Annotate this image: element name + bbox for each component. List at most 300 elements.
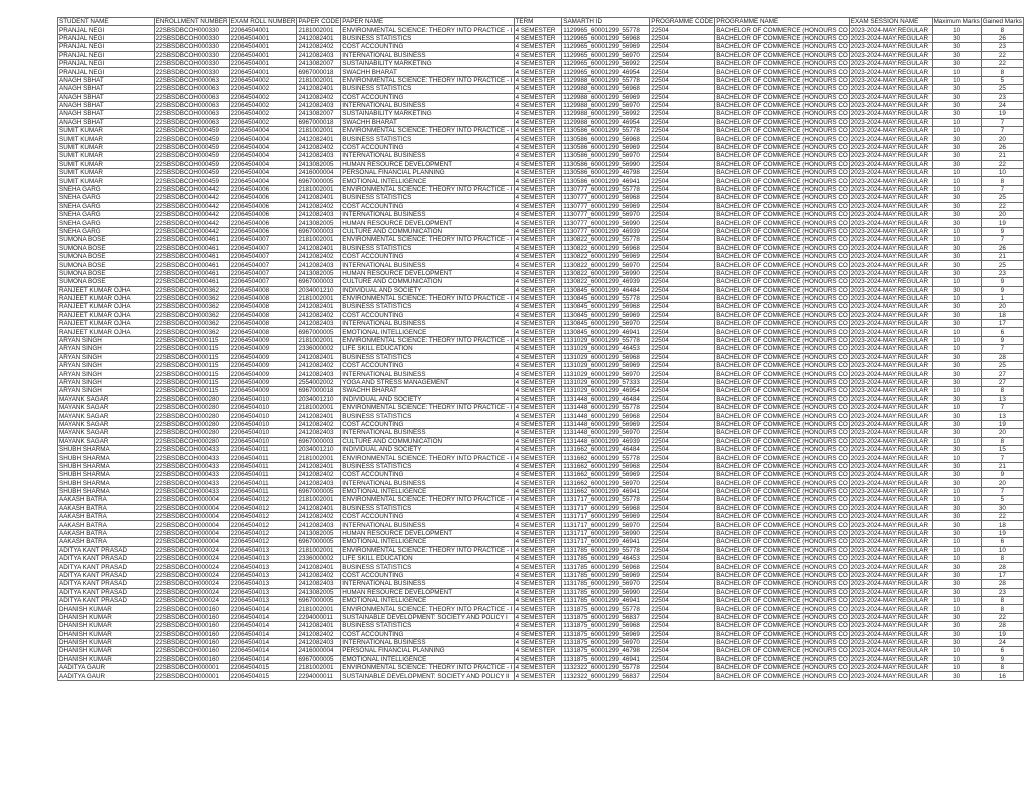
cell-maximum-marks: 10 <box>932 555 981 563</box>
cell-exam-session-name: 2023-2024-MAY:REGULAR <box>849 43 932 51</box>
cell-exam-session-name: 2023-2024-MAY:REGULAR <box>849 504 932 512</box>
cell-gained-marks: 22 <box>981 59 1023 67</box>
cell-maximum-marks: 30 <box>932 370 981 378</box>
cell-samarth-id: 1131029_60001299_55778 <box>562 336 650 344</box>
cell-term: 4 SEMESTER <box>514 437 562 445</box>
cell-exam-roll-number: 22064504004 <box>229 177 297 185</box>
cell-programme-name: BACHELOR OF COMMERCE (HONOURS CO <box>716 337 848 345</box>
cell-term: 4 SEMESTER <box>514 647 562 655</box>
cell-maximum-marks: 30 <box>932 571 981 579</box>
cell-term: 4 SEMESTER <box>514 622 562 630</box>
cell-exam-session-name: 2023-2024-MAY:REGULAR <box>849 622 932 630</box>
cell-student-name: SHUBH SHARMA <box>58 454 155 462</box>
cell-enrollment-number: 22SBSDBCOH000063 <box>154 118 229 126</box>
cell-programme-code: 22504 <box>650 462 715 470</box>
cell-enrollment-number: 22SBSDBCOH000115 <box>154 345 229 353</box>
cell-exam-roll-number: 22064504010 <box>229 429 297 437</box>
cell-student-name: SUMIT KUMAR <box>58 127 155 135</box>
cell-paper-code: 2412082402 <box>297 202 341 210</box>
cell-paper-name: BUSINESS STATISTICS <box>341 85 514 93</box>
cell-exam-roll-number: 22064504008 <box>229 320 297 328</box>
cell-gained-marks: 15 <box>981 445 1023 453</box>
cell-programme-name: BACHELOR OF COMMERCE (HONOURS CO <box>716 320 848 328</box>
cell-gained-marks: 21 <box>981 252 1023 260</box>
table-row <box>58 429 1024 437</box>
cell-gained-marks: 23 <box>981 588 1023 596</box>
cell-maximum-marks: 30 <box>932 378 981 386</box>
cell-exam-roll-number: 22064504001 <box>229 68 297 76</box>
cell-exam-roll-number: 22064504007 <box>229 236 297 244</box>
cell-exam-roll-number: 22064504014 <box>229 605 297 613</box>
cell-paper-name: BUSINESS STATISTICS <box>341 303 514 311</box>
cell-paper-code: 2181002001 <box>297 294 341 302</box>
cell-paper-code: 6967000003 <box>297 278 341 286</box>
cell-enrollment-number: 22SBSDBCOH000024 <box>154 580 229 588</box>
cell-exam-session-name: 2023-2024-MAY:REGULAR <box>849 454 932 462</box>
cell-samarth-id: 1130586_60001299_56990 <box>562 160 650 168</box>
cell-enrollment-number: 22SBSDBCOH000459 <box>154 160 229 168</box>
cell-enrollment-number: 22SBSDBCOH000433 <box>154 454 229 462</box>
cell-paper-code: 2034001210 <box>297 286 341 294</box>
cell-programme-code: 22504 <box>650 34 715 42</box>
cell-exam-session-name: 2023-2024-MAY:REGULAR <box>849 210 932 218</box>
cell-exam-session-name: 2023-2024-MAY:REGULAR <box>849 420 932 428</box>
cell-samarth-id: 1131785_60001299_56990 <box>562 588 650 596</box>
cell-programme-name: BACHELOR OF COMMERCE (HONOURS CO <box>716 362 848 370</box>
cell-student-name: DHANISH KUMAR <box>58 638 155 646</box>
cell-programme-name: BACHELOR OF COMMERCE (HONOURS CO <box>716 51 848 59</box>
cell-enrollment-number: 22SBSDBCOH000362 <box>154 328 229 336</box>
cell-maximum-marks: 10 <box>932 227 981 235</box>
cell-maximum-marks: 30 <box>932 479 981 487</box>
cell-paper-name: HUMAN RESOURCE DEVELOPMENT <box>341 160 514 168</box>
cell-student-name: SUMIT KUMAR <box>58 160 155 168</box>
cell-term: 4 SEMESTER <box>514 252 562 260</box>
cell-student-name: ADITYA KANT PRASAD <box>58 580 155 588</box>
cell-programme-code: 22504 <box>650 152 715 160</box>
cell-gained-marks: 16 <box>981 672 1023 680</box>
cell-exam-session-name: 2023-2024-MAY:REGULAR <box>849 286 932 294</box>
marks-table <box>57 17 1024 681</box>
cell-maximum-marks: 30 <box>932 252 981 260</box>
cell-maximum-marks: 10 <box>932 387 981 395</box>
cell-paper-code: 6967000005 <box>297 655 341 663</box>
cell-programme-name: BACHELOR OF COMMERCE (HONOURS CO <box>716 177 848 185</box>
table-header-row <box>58 18 1024 26</box>
cell-programme-code: 22504 <box>650 261 715 269</box>
cell-exam-roll-number: 22064504014 <box>229 655 297 663</box>
cell-paper-name: ENVIRONMENTAL SCIENCE: THEORY INTO PRACTICE - I <box>342 605 513 613</box>
table-row <box>58 219 1024 227</box>
cell-paper-code: 2412082403 <box>297 320 341 328</box>
cell-exam-session-name: 2023-2024-MAY:REGULAR <box>849 563 932 571</box>
cell-exam-roll-number: 22064504011 <box>229 471 297 479</box>
cell-gained-marks: 7 <box>981 118 1023 126</box>
cell-programme-code: 22504 <box>650 336 715 344</box>
cell-samarth-id: 1131662_60001299_46484 <box>562 445 650 453</box>
column-header-student-name: STUDENT NAME <box>58 18 155 26</box>
cell-enrollment-number: 22SBSDBCOH000024 <box>154 571 229 579</box>
cell-enrollment-number: 22SBSDBCOH000280 <box>154 412 229 420</box>
cell-student-name: DHANISH KUMAR <box>58 655 155 663</box>
cell-gained-marks: 26 <box>981 143 1023 151</box>
cell-paper-name: EMOTIONAL INTELLIGENCE <box>341 538 514 546</box>
cell-paper-code: 2412082401 <box>297 194 341 202</box>
cell-gained-marks: 8 <box>981 605 1023 613</box>
cell-programme-name: BACHELOR OF COMMERCE (HONOURS CO <box>716 613 848 621</box>
cell-samarth-id: 1131662_60001299_56970 <box>562 479 650 487</box>
cell-paper-name: ENVIRONMENTAL SCIENCE: THEORY INTO PRACTICE - I <box>342 295 513 303</box>
cell-samarth-id: 1130845_60001299_55778 <box>562 294 650 302</box>
cell-paper-name: INTERNATIONAL BUSINESS <box>341 638 514 646</box>
cell-gained-marks: 30 <box>981 504 1023 512</box>
cell-paper-name: EMOTIONAL INTELLIGENCE <box>341 655 514 663</box>
cell-maximum-marks: 30 <box>932 429 981 437</box>
cell-gained-marks: 25 <box>981 362 1023 370</box>
cell-programme-name: BACHELOR OF COMMERCE (HONOURS CO <box>716 295 848 303</box>
cell-exam-session-name: 2023-2024-MAY:REGULAR <box>849 76 932 84</box>
cell-gained-marks: 24 <box>981 101 1023 109</box>
cell-samarth-id: 1129988_60001299_46954 <box>562 118 650 126</box>
cell-maximum-marks: 30 <box>932 93 981 101</box>
cell-student-name: ADITYA KANT PRASAD <box>58 555 155 563</box>
table-row <box>58 479 1024 487</box>
cell-enrollment-number: 22SBSDBCOH000280 <box>154 403 229 411</box>
cell-programme-code: 22504 <box>650 555 715 563</box>
cell-exam-roll-number: 22064504014 <box>229 613 297 621</box>
cell-programme-name: BACHELOR OF COMMERCE (HONOURS CO <box>716 597 848 605</box>
cell-maximum-marks: 30 <box>932 261 981 269</box>
table-row <box>58 563 1024 571</box>
cell-term: 4 SEMESTER <box>514 471 562 479</box>
cell-paper-code: 2412082403 <box>297 370 341 378</box>
table-row <box>58 244 1024 252</box>
cell-programme-name: BACHELOR OF COMMERCE (HONOURS CO <box>716 93 848 101</box>
table-row <box>58 546 1024 554</box>
cell-term: 4 SEMESTER <box>514 513 562 521</box>
cell-maximum-marks: 30 <box>932 110 981 118</box>
cell-exam-session-name: 2023-2024-MAY:REGULAR <box>849 85 932 93</box>
column-header-gained-marks: Gained Marks <box>982 18 1022 26</box>
cell-exam-session-name: 2023-2024-MAY:REGULAR <box>849 596 932 604</box>
cell-gained-marks: 27 <box>981 378 1023 386</box>
cell-term: 4 SEMESTER <box>514 479 562 487</box>
cell-paper-code: 2416000004 <box>297 647 341 655</box>
cell-enrollment-number: 22SBSDBCOH000459 <box>154 127 229 135</box>
cell-paper-code: 2412082402 <box>297 571 341 579</box>
table-row <box>58 580 1024 588</box>
cell-samarth-id: 1130777_60001299_56990 <box>562 219 650 227</box>
cell-student-name: SNEHA GARG <box>58 194 155 202</box>
cell-paper-name: SWACHH BHARAT <box>341 68 514 76</box>
table-row <box>58 269 1024 277</box>
cell-gained-marks: 5 <box>981 76 1023 84</box>
cell-paper-name: BUSINESS STATISTICS <box>341 194 514 202</box>
cell-programme-name: BACHELOR OF COMMERCE (HONOURS CO <box>716 429 848 437</box>
table-row <box>58 169 1024 177</box>
cell-samarth-id: 1131029_60001299_56969 <box>562 362 650 370</box>
cell-term: 4 SEMESTER <box>514 219 562 227</box>
cell-programme-name: BACHELOR OF COMMERCE (HONOURS CO <box>716 504 848 512</box>
cell-term: 4 SEMESTER <box>514 345 562 353</box>
cell-samarth-id: 1131029_60001299_56968 <box>562 353 650 361</box>
cell-student-name: RANJEET KUMAR OJHA <box>58 311 155 319</box>
cell-samarth-id: 1131875_60001299_56968 <box>562 622 650 630</box>
cell-programme-name: BACHELOR OF COMMERCE (HONOURS CO <box>716 404 848 412</box>
cell-programme-code: 22504 <box>650 672 715 680</box>
table-row <box>58 261 1024 269</box>
cell-paper-code: 2412082403 <box>297 479 341 487</box>
cell-paper-name: EMOTIONAL INTELLIGENCE <box>341 328 514 336</box>
cell-programme-code: 22504 <box>650 26 715 34</box>
cell-gained-marks: 17 <box>981 320 1023 328</box>
cell-paper-name: ENVIRONMENTAL SCIENCE: THEORY INTO PRACTICE - I <box>342 186 513 193</box>
cell-paper-name: INTERNATIONAL BUSINESS <box>341 370 514 378</box>
table-row <box>58 135 1024 143</box>
cell-paper-code: 2412082403 <box>297 429 341 437</box>
table-row <box>58 362 1024 370</box>
cell-paper-name: BUSINESS STATISTICS <box>341 244 514 252</box>
cell-programme-code: 22504 <box>650 487 715 495</box>
cell-student-name: AAKASH BATRA <box>58 538 155 546</box>
cell-paper-code: 2412082401 <box>297 85 341 93</box>
cell-paper-name: EMOTIONAL INTELLIGENCE <box>341 177 514 185</box>
cell-programme-code: 22504 <box>650 395 715 403</box>
cell-programme-code: 22504 <box>650 202 715 210</box>
cell-paper-code: 2413082005 <box>297 160 341 168</box>
cell-paper-name: INTERNATIONAL BUSINESS <box>341 429 514 437</box>
cell-gained-marks: 25 <box>981 85 1023 93</box>
cell-programme-code: 22504 <box>650 127 715 135</box>
cell-programme-code: 22504 <box>650 370 715 378</box>
cell-programme-code: 22504 <box>650 345 715 353</box>
cell-samarth-id: 1131785_60001299_55778 <box>562 546 650 554</box>
cell-enrollment-number: 22SBSDBCOH000330 <box>154 68 229 76</box>
cell-maximum-marks: 10 <box>932 546 981 554</box>
cell-gained-marks: 28 <box>981 563 1023 571</box>
cell-samarth-id: 1129988_60001299_55778 <box>562 76 650 84</box>
cell-programme-code: 22504 <box>650 403 715 411</box>
cell-paper-code: 2412082402 <box>297 630 341 638</box>
cell-paper-name: INTERNATIONAL BUSINESS <box>341 580 514 588</box>
cell-programme-name: BACHELOR OF COMMERCE (HONOURS CO <box>716 655 848 663</box>
cell-maximum-marks: 30 <box>932 630 981 638</box>
cell-maximum-marks: 30 <box>932 51 981 59</box>
cell-maximum-marks: 30 <box>932 412 981 420</box>
cell-gained-marks: 24 <box>981 638 1023 646</box>
table-row <box>58 454 1024 462</box>
cell-exam-session-name: 2023-2024-MAY:REGULAR <box>849 336 932 344</box>
cell-maximum-marks: 30 <box>932 210 981 218</box>
cell-exam-roll-number: 22064504012 <box>229 496 297 504</box>
cell-samarth-id: 1131029_60001299_46453 <box>562 345 650 353</box>
cell-paper-code: 2294000011 <box>297 672 341 680</box>
cell-exam-roll-number: 22064504015 <box>229 672 297 680</box>
cell-term: 4 SEMESTER <box>514 261 562 269</box>
cell-term: 4 SEMESTER <box>514 412 562 420</box>
cell-maximum-marks: 30 <box>932 320 981 328</box>
cell-enrollment-number: 22SBSDBCOH000160 <box>154 605 229 613</box>
cell-exam-session-name: 2023-2024-MAY:REGULAR <box>849 513 932 521</box>
cell-exam-roll-number: 22064504006 <box>229 219 297 227</box>
table-row <box>58 118 1024 126</box>
cell-maximum-marks: 10 <box>932 328 981 336</box>
cell-exam-roll-number: 22064504009 <box>229 387 297 395</box>
cell-student-name: SNEHA GARG <box>58 219 155 227</box>
cell-programme-code: 22504 <box>650 596 715 604</box>
cell-gained-marks: 19 <box>981 219 1023 227</box>
cell-paper-name: BUSINESS STATISTICS <box>341 135 514 143</box>
cell-enrollment-number: 22SBSDBCOH000024 <box>154 555 229 563</box>
cell-programme-code: 22504 <box>650 143 715 151</box>
cell-exam-roll-number: 22064504004 <box>229 169 297 177</box>
cell-paper-name: INTERNATIONAL BUSINESS <box>341 521 514 529</box>
cell-programme-name: BACHELOR OF COMMERCE (HONOURS CO <box>716 60 848 68</box>
cell-gained-marks: 8 <box>981 68 1023 76</box>
cell-enrollment-number: 22SBSDBCOH000433 <box>154 471 229 479</box>
cell-programme-code: 22504 <box>650 387 715 395</box>
cell-gained-marks: 21 <box>981 152 1023 160</box>
cell-exam-session-name: 2023-2024-MAY:REGULAR <box>849 471 932 479</box>
cell-term: 4 SEMESTER <box>514 655 562 663</box>
cell-programme-name: BACHELOR OF COMMERCE (HONOURS CO <box>716 530 848 538</box>
cell-gained-marks: 20 <box>981 479 1023 487</box>
cell-exam-session-name: 2023-2024-MAY:REGULAR <box>849 51 932 59</box>
cell-gained-marks: 23 <box>981 43 1023 51</box>
cell-samarth-id: 1132322_60001299_56837 <box>562 672 650 680</box>
cell-paper-name: ENVIRONMENTAL SCIENCE: THEORY INTO PRACTICE - I <box>342 127 513 135</box>
cell-exam-session-name: 2023-2024-MAY:REGULAR <box>849 529 932 537</box>
cell-exam-roll-number: 22064504010 <box>229 437 297 445</box>
table-row <box>58 311 1024 319</box>
cell-programme-name: BACHELOR OF COMMERCE (HONOURS CO <box>716 664 848 672</box>
cell-paper-name: BUSINESS STATISTICS <box>341 462 514 470</box>
cell-programme-name: BACHELOR OF COMMERCE (HONOURS CO <box>716 152 848 160</box>
cell-exam-session-name: 2023-2024-MAY:REGULAR <box>849 227 932 235</box>
cell-student-name: SUMONA BOSE <box>58 278 155 286</box>
cell-term: 4 SEMESTER <box>514 160 562 168</box>
cell-paper-code: 2412082402 <box>297 513 341 521</box>
cell-term: 4 SEMESTER <box>514 546 562 554</box>
cell-exam-roll-number: 22064504008 <box>229 303 297 311</box>
cell-enrollment-number: 22SBSDBCOH000115 <box>154 362 229 370</box>
cell-paper-name: COST ACCOUNTING <box>341 252 514 260</box>
cell-programme-code: 22504 <box>650 580 715 588</box>
cell-term: 4 SEMESTER <box>514 429 562 437</box>
cell-exam-session-name: 2023-2024-MAY:REGULAR <box>849 496 932 504</box>
cell-student-name: ARYAN SINGH <box>58 353 155 361</box>
cell-paper-code: 2412082401 <box>297 504 341 512</box>
cell-enrollment-number: 22SBSDBCOH000459 <box>154 135 229 143</box>
cell-programme-name: BACHELOR OF COMMERCE (HONOURS CO <box>716 521 848 529</box>
cell-paper-code: 2336000002 <box>297 555 341 563</box>
cell-gained-marks: 20 <box>981 303 1023 311</box>
cell-programme-code: 22504 <box>650 429 715 437</box>
cell-maximum-marks: 30 <box>932 395 981 403</box>
cell-student-name: ADITYA KANT PRASAD <box>58 546 155 554</box>
cell-term: 4 SEMESTER <box>514 672 562 680</box>
cell-programme-name: BACHELOR OF COMMERCE (HONOURS CO <box>716 513 848 521</box>
cell-samarth-id: 1132322_60001299_55778 <box>562 664 650 672</box>
cell-programme-code: 22504 <box>650 294 715 302</box>
cell-paper-name: ENVIRONMENTAL SCIENCE: THEORY INTO PRACTICE - I <box>342 26 513 34</box>
cell-gained-marks: 7 <box>981 345 1023 353</box>
cell-programme-code: 22504 <box>650 471 715 479</box>
cell-term: 4 SEMESTER <box>514 538 562 546</box>
cell-term: 4 SEMESTER <box>514 336 562 344</box>
cell-term: 4 SEMESTER <box>514 353 562 361</box>
cell-enrollment-number: 22SBSDBCOH000433 <box>154 487 229 495</box>
table-row <box>58 529 1024 537</box>
cell-gained-marks: 13 <box>981 395 1023 403</box>
cell-exam-roll-number: 22064504009 <box>229 345 297 353</box>
cell-enrollment-number: 22SBSDBCOH000004 <box>154 496 229 504</box>
cell-gained-marks: 26 <box>981 244 1023 252</box>
cell-paper-name: BUSINESS STATISTICS <box>341 34 514 42</box>
cell-exam-session-name: 2023-2024-MAY:REGULAR <box>849 261 932 269</box>
cell-exam-session-name: 2023-2024-MAY:REGULAR <box>849 638 932 646</box>
table-row <box>58 555 1024 563</box>
cell-paper-code: 2181002001 <box>297 496 341 504</box>
cell-exam-session-name: 2023-2024-MAY:REGULAR <box>849 437 932 445</box>
cell-student-name: AADITYA GAUR <box>58 672 155 680</box>
cell-paper-code: 2181002001 <box>297 127 341 135</box>
cell-exam-roll-number: 22064504011 <box>229 479 297 487</box>
cell-exam-roll-number: 22064504012 <box>229 513 297 521</box>
cell-term: 4 SEMESTER <box>514 101 562 109</box>
cell-programme-code: 22504 <box>650 252 715 260</box>
table-row <box>58 387 1024 395</box>
cell-term: 4 SEMESTER <box>514 93 562 101</box>
cell-maximum-marks: 10 <box>932 336 981 344</box>
cell-programme-name: BACHELOR OF COMMERCE (HONOURS CO <box>716 311 848 319</box>
cell-maximum-marks: 10 <box>932 437 981 445</box>
cell-samarth-id: 1131785_60001299_56968 <box>562 563 650 571</box>
cell-samarth-id: 1130845_60001299_46484 <box>562 286 650 294</box>
cell-enrollment-number: 22SBSDBCOH000063 <box>154 85 229 93</box>
cell-term: 4 SEMESTER <box>514 630 562 638</box>
cell-programme-code: 22504 <box>650 68 715 76</box>
cell-gained-marks: 8 <box>981 555 1023 563</box>
cell-paper-name: ENVIRONMENTAL SCIENCE: THEORY INTO PRACTICE - I <box>342 404 513 412</box>
cell-exam-roll-number: 22064504001 <box>229 26 297 34</box>
cell-exam-roll-number: 22064504001 <box>229 51 297 59</box>
cell-term: 4 SEMESTER <box>514 638 562 646</box>
cell-programme-name: BACHELOR OF COMMERCE (HONOURS CO <box>716 76 848 84</box>
cell-maximum-marks: 30 <box>932 43 981 51</box>
cell-exam-roll-number: 22064504007 <box>229 252 297 260</box>
cell-paper-code: 2412082402 <box>297 420 341 428</box>
table-row <box>58 26 1024 34</box>
cell-student-name: AAKASH BATRA <box>58 496 155 504</box>
cell-exam-session-name: 2023-2024-MAY:REGULAR <box>849 555 932 563</box>
cell-term: 4 SEMESTER <box>514 420 562 428</box>
cell-student-name: PRANJAL NEGI <box>58 43 155 51</box>
cell-enrollment-number: 22SBSDBCOH000024 <box>154 596 229 604</box>
cell-paper-code: 2412082403 <box>297 210 341 218</box>
cell-gained-marks: 9 <box>981 336 1023 344</box>
cell-programme-name: BACHELOR OF COMMERCE (HONOURS CO <box>716 85 848 93</box>
cell-exam-session-name: 2023-2024-MAY:REGULAR <box>849 311 932 319</box>
table-row <box>58 177 1024 185</box>
cell-exam-session-name: 2023-2024-MAY:REGULAR <box>849 26 932 34</box>
cell-exam-roll-number: 22064504014 <box>229 638 297 646</box>
cell-programme-name: BACHELOR OF COMMERCE (HONOURS CO <box>716 563 848 571</box>
cell-enrollment-number: 22SBSDBCOH000004 <box>154 538 229 546</box>
cell-programme-code: 22504 <box>650 630 715 638</box>
cell-programme-name: BACHELOR OF COMMERCE (HONOURS CO <box>716 605 848 613</box>
cell-paper-code: 2181002001 <box>297 546 341 554</box>
